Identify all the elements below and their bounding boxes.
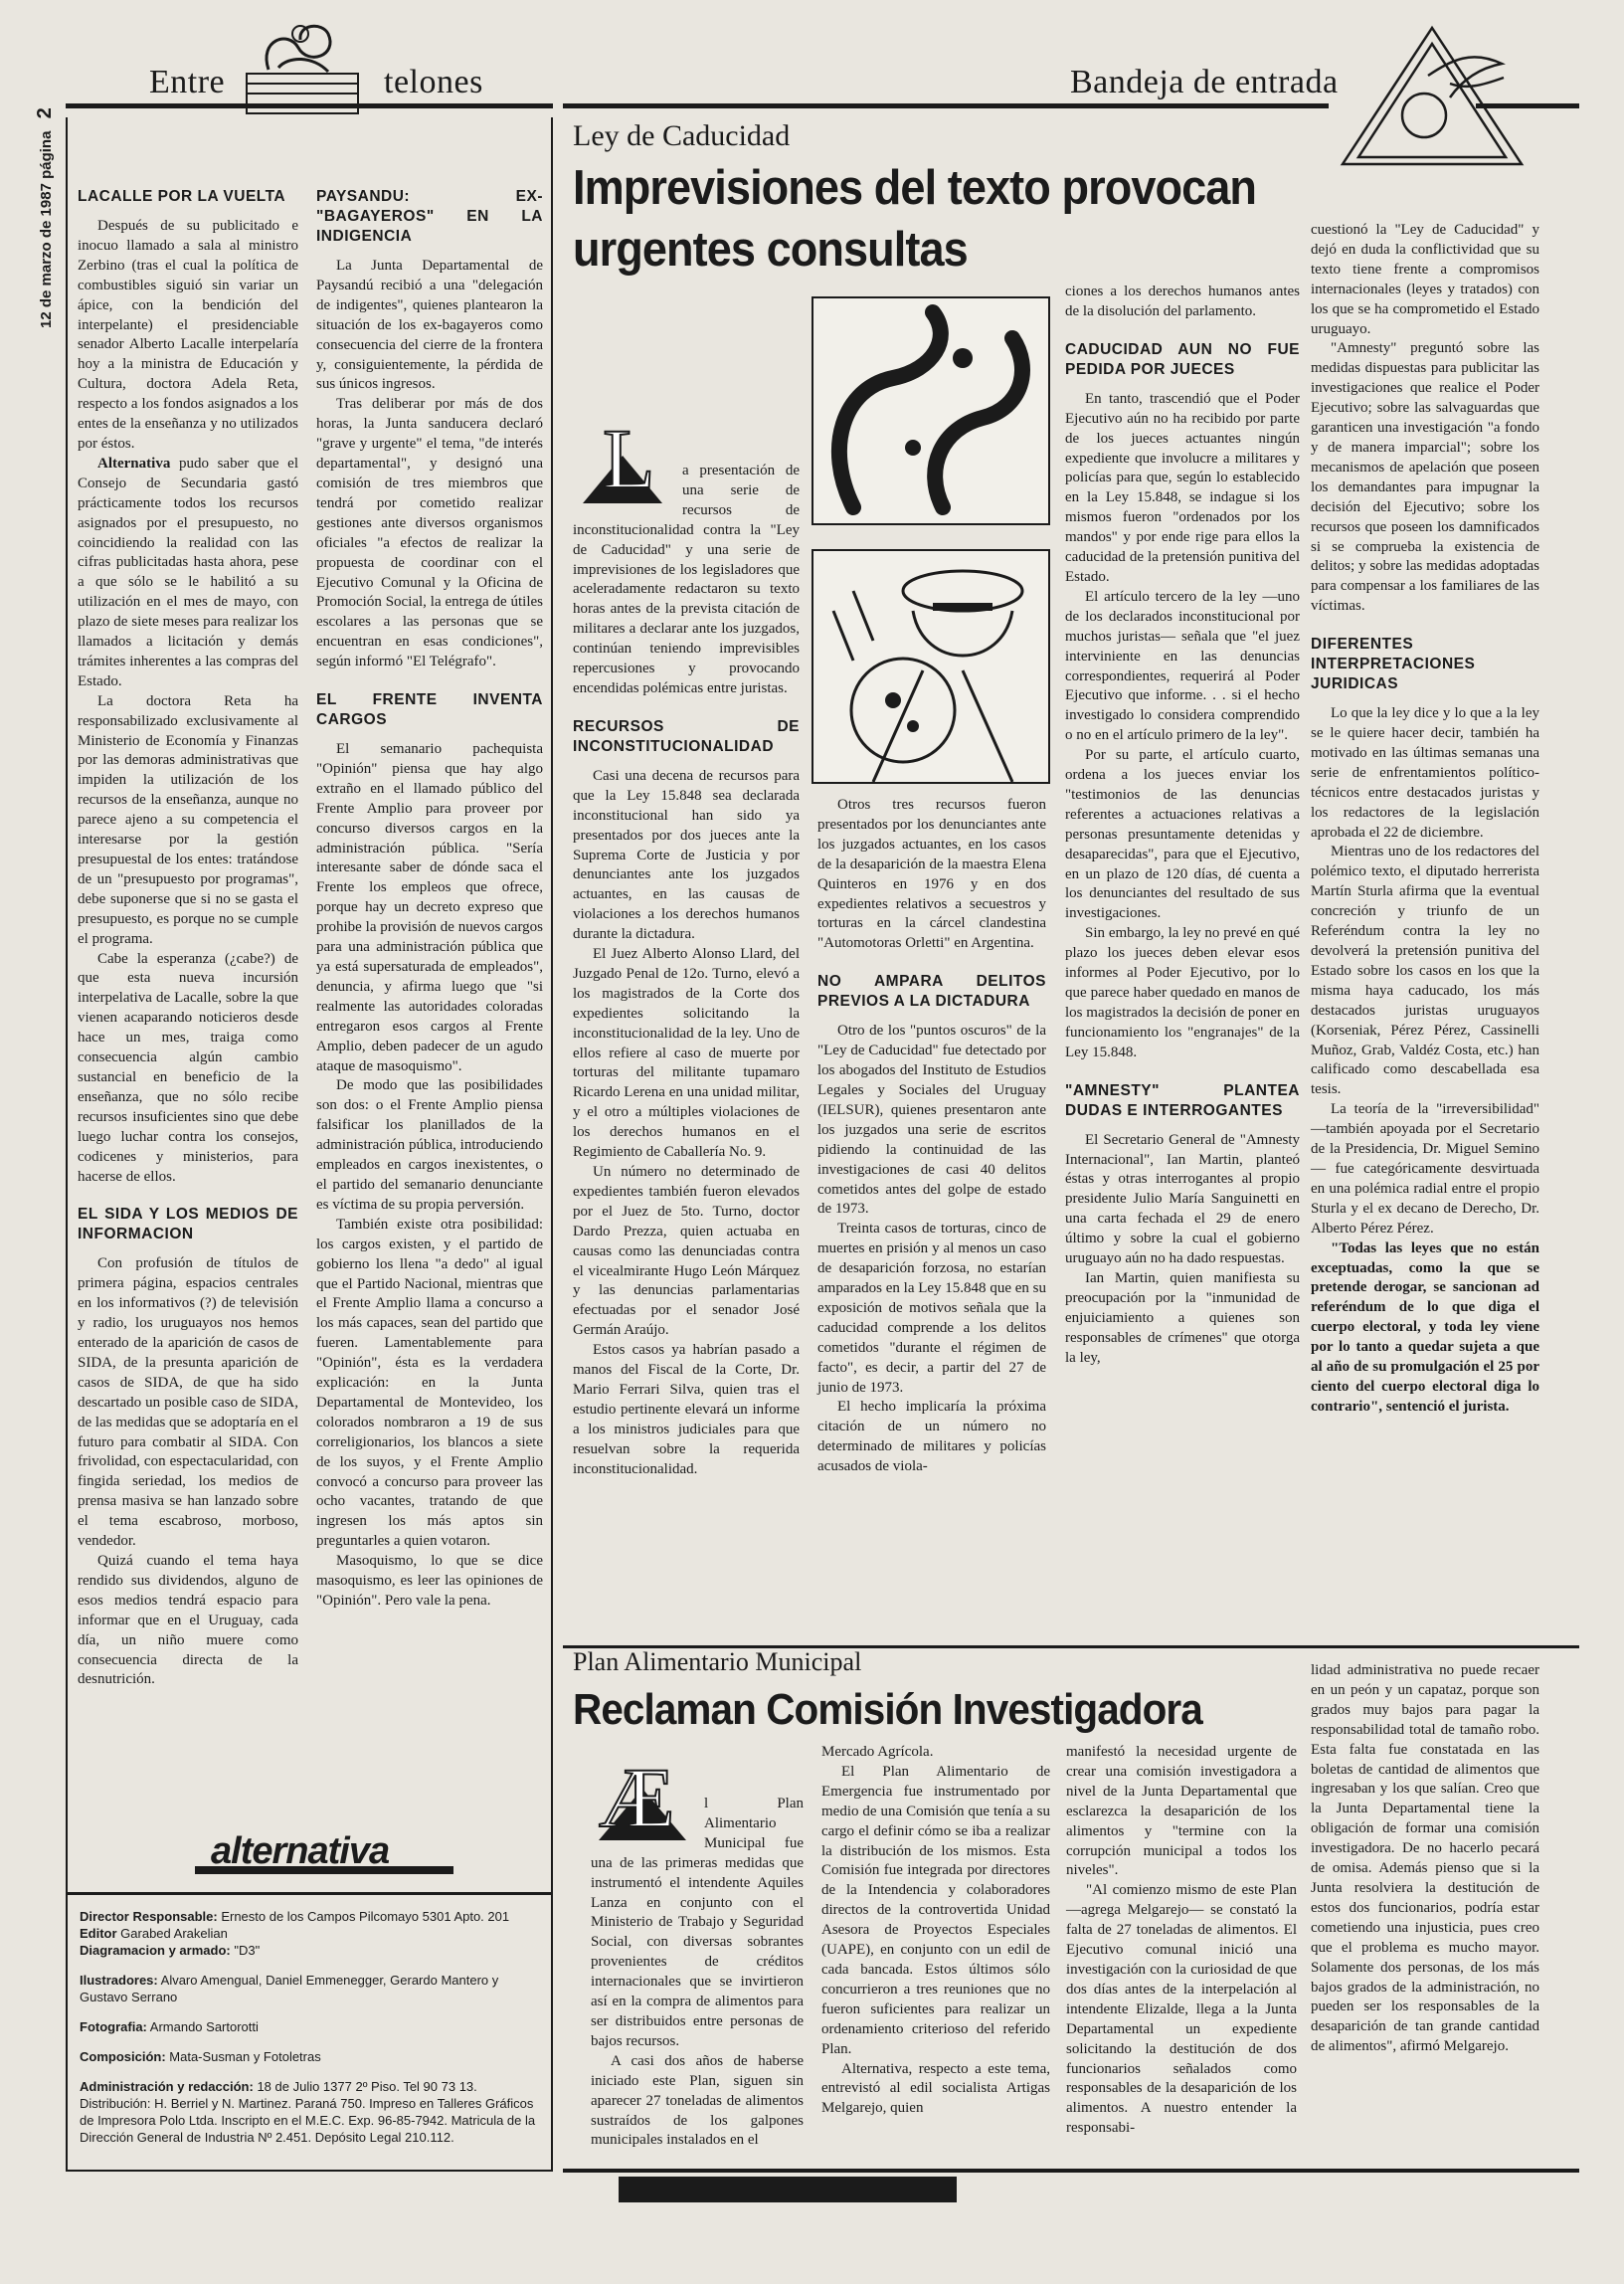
article1-c-p2: En tanto, trascendió que el Poder Ejecutivo aún no ha recibido por parte de los jueces actuantes ningún expediente que involucre a militares y policías para que, según lo establecido en la Ley 15.848, se indague si los mismos fueron "ordenados por los mandos" y por ende rige para ellos la caducidad de la pretensión punitiva del Estado. — [1065, 390, 1300, 585]
article2-col-d — [1311, 1661, 1539, 2057]
article1-d-p5: La teoría de la "irreversibilidad" —también apoyada por el Secretario de la Presidencia, Dr. Miguel Semino— fue categóricamente desvirtuada en una polémica radial entre el propio Sturla y el ex decano de Derecho, Dr. Alberto Pérez Pérez. — [1311, 1101, 1539, 1237]
article1-kicker: Ley de Caducidad — [573, 119, 791, 152]
article1-col-a — [573, 410, 800, 1480]
sida-p1: Con profusión de títulos de primera página, espacios centrales en los informativos (?) de televisión y radio, los uruguayos nos hemos enterado de la aparición de casos de SIDA, de la presunta aparición de casos de SIDA, de que ha sido descartado un posible caso de SIDA, de las medidas que se adoptaría en el futuro para combatir al SIDA. Con frivolidad, con espectacularidad, con fingida seriedad, los medios de prensa masiva se han lanzado sobre el tema escabroso, morboso, vendedor. — [78, 1255, 298, 1550]
paysandu-title: PAYSANDU: EX-"BAGAYEROS" EN LA INDIGENCIA — [316, 188, 543, 245]
article1-c-p5: Sin embargo, la ley no prevé en qué plazo los jueces deben elevar esos informes al Poder Ejecutivo, por lo que parece haber quedado en manos de los magistrados la decisión de poner en funcionamiento los "engranajes" de la Ley 15.848. — [1065, 925, 1300, 1060]
article2-col-a — [591, 1743, 804, 2151]
article1-col-c — [1065, 283, 1300, 1369]
article2-kicker: Plan Alimentario Municipal — [573, 1647, 862, 1676]
lacalle-p2 — [78, 455, 298, 692]
header-left-title-b: telones — [384, 64, 483, 100]
article1-a-p4: Un número no determinado de expedientes también fueron elevados por el Juez de 5to. Turno, doctor Dardo Prezza, quien actuaba en causas como las denunciadas contra el vicealmirante Hugo León Márquez y las denuncias parlamentarias efectuadas por el senador José Germán Araújo. — [573, 1164, 800, 1339]
article1-c-p1: ciones a los derechos humanos antes de la disolución del parlamento. — [1065, 284, 1300, 319]
lacalle-p4: Cabe la esperanza (¿cabe?) de que esta nueva incursión interpelativa de Lacalle, sobre la que vienen acaparando noticieros desde hace un mes, traiga como consecuencia algún cambio sustancial en beneficio de la enseñanza, que no sólo recibe recursos insuficientes sino que debe luego luchar contra los consejos, codicenes y ministerios, para hacerse de ellos. — [78, 950, 298, 1185]
credit-admin-value: 18 de Julio 1377 2º Piso. Tel 90 73 13. Distribución: H. Berriel y N. Martinez. Paraná 750. Impreso en Talleres Gráficos de Impresora Polo Ltda. Inscripto en el M.E.C. Exp. 96-85-7942. Matricula de la Dirección General de Industria Nº 2.451. Depósito Legal 210.112. — [80, 2079, 536, 2145]
paysandu-p1: La Junta Departamental de Paysandú recibió a una "delegación de indigentes", quienes plantearon la situación de los ex-bagayeros como consecuencia del cierre de la frontera y, consiguientemente, la pérdida de sus únicos ingresos. — [316, 258, 543, 393]
header-left-title-a: Entre — [149, 64, 226, 100]
credit-ilus — [80, 1972, 539, 2005]
dropcap-l-icon — [573, 416, 672, 507]
article1-col-d — [1311, 221, 1539, 1418]
side-date-text: 12 de marzo de 1987 página — [38, 130, 55, 328]
article1-sub-diferentes: DIFERENTES INTERPRETACIONES JURIDICAS — [1311, 636, 1476, 693]
article1-c-p3: El artículo tercero de la ley —uno de los declarados inconstitucional por muchos juristas— señala que "el juez interviniente en las denuncias correspondientes, requerirá al Poder Ejecutivo que informe. . . si el hecho investigado lo considera comprendido o no en el artículo primero de la ley". — [1065, 588, 1300, 744]
credit-editor-label: Editor — [80, 1926, 117, 1941]
credit-director-label: Director Responsable: — [80, 1909, 218, 1924]
sida-p2: Quizá cuando el tema haya rendido sus dividendos, alguno de esos medios tendrá espacio para informar que en el Uruguay, cada día, un niño muere como consecuencia directa de la desnutrición. — [78, 1553, 298, 1688]
frente-p3: También existe otra posibilidad: los cargos existen, y el partido de gobierno los llena "a dedo" al igual que el Partido Nacional, mientras que el Frente Amplio llama a concurso a los más capaces, sean del partido que fueren. Lamentablemente para "Opinión", ésta es la verdadera explicación: en la Junta Departamental de Montevideo, los colorados nombraron a 19 de sus correligionarios, los blancos a siete de los suyos, y el Frente Amplio convocó a concurso para proveer las ocho vacantes, tratando de que ingresen los más aptos sin preguntarles a quien votaron. — [316, 1216, 543, 1550]
credit-ilus-label: Ilustradores: — [80, 1973, 158, 1988]
article2-b-p2: Alternativa, respecto a este tema, entrevistó al edil socialista Artigas Melgarejo, quien — [821, 2060, 1050, 2117]
article1-headline-2: urgentes consultas — [573, 223, 968, 277]
credit-diag-label: Diagramacion y armado: — [80, 1943, 231, 1958]
article2-headline: Reclaman Comisión Investigadora — [573, 1685, 1202, 1734]
credit-comp-value: Mata-Susman y Fotoletras — [165, 2049, 321, 2064]
article1-sub-recursos: RECURSOS DE INCONSTITUCIONALIDAD — [573, 717, 800, 755]
article1-a-p3: El Juez Alberto Alonso Llard, del Juzgado Penal de 12o. Turno, elevó a los magistrados de la Corte dos expedientes solicitando la inconstitucionalidad de la ley. Uno de ellos refiere al caso de muerte por torturas del militante tupamaro Ricardo Lerena en una unidad militar, y el otro a múltiples violaciones de los derechos humanos en el Regimiento de Caballería No. 9. — [573, 946, 800, 1161]
credits-top-rule — [66, 1892, 553, 1895]
article2-d-p1: lidad administrativa no puede recaer en un peón y un capataz, porque son grados muy bajos para pagar la responsabilidad total de tamaño robo. Esta falta fue constatada en las boletas de cantidad de alimentos que ingresaban y los que salían. Creo que la Junta Departamental tiene la obligación de formar una comisión investigadora. De no hacerlo pecará de omisa. Además pienso que si la Junta resolviera la destitución de estos dos funcionarios, podría estar cometiendo una injusticia, pues creo que el problema es mucho mayor. Solamente dos personas, de los más bajos grados de la administración, no pueden ser los responsables de la desaparición de tan grande cantidad de alimentos", afirmó Melgarejo. — [1311, 1662, 1539, 2055]
article1-sub-caducidad: CADUCIDAD AUN NO FUE PEDIDA POR JUECES — [1065, 340, 1300, 378]
article1-lead: a presentación de una serie de recursos de inconstitucionalidad contra la "Ley de Caducidad" y una serie de imprevisiones de los legisladores que aceleradamente redactaron su texto horas antes de la prevista citación de militares a declarar ante los juzgados, continúan teniendo imprevisibles repercusiones y provocando encendidas polémicas entre juristas. — [573, 463, 800, 696]
credit-foto-label: Fotografia: — [80, 2019, 147, 2034]
credit-comp-label: Composición: — [80, 2049, 166, 2064]
article2-b-p0: Mercado Agrícola. — [821, 1744, 934, 1760]
credit-foto-value: Armando Sartorotti — [146, 2019, 259, 2034]
credit-ilus-value: Alvaro Amengual, Daniel Emmenegger, Gerardo Mantero y Gustavo Serrano — [80, 1973, 499, 2004]
article2-c-p1: manifestó la necesidad urgente de crear una comisión investigadora a nivel de la Junta Departamental que esclarezca la desaparición de los alimentos y "termine con la corrupción municipal a todos los niveles". — [1066, 1744, 1297, 1879]
article2-b-p1: El Plan Alimentario de Emergencia fue instrumentado por medio de una Comisión que tenía a su cargo el definir cómo se iba a realizar la distribución de los mismos. Esta Comisión fue integrada por directores de la Intendencia y colaboradores directos de la controvertida Unidad Asesora de Proyectos Especiales (UAPE), en conjunto con un edil de cada bancada. Estos últimos sólo concurrieron a tres reuniones que no fueron suficientes para realizar un ordenamiento criterioso del referido Plan. — [821, 1763, 1050, 2057]
officer-icon — [813, 551, 1048, 782]
article1-d-p4: Mientras uno de los redactores del polémico texto, el diputado herrerista Martín Sturla afirma que la eventual concreción y triunfo de un Referéndum contra la ley no devolverá la pretensión punitiva del Estado sobre los casos en los que la misma haya caducado, los más destacados juristas uruguayos (Korseniak, Pérez Pérez, Cassinelli Muñoz, Grab, Valdéz Costa, etc.) han calificado como descabellada esa tesis. — [1311, 844, 1539, 1098]
article1-b-p4: El hecho implicaría la próxima citación de un número no determinado de militares y policías acusados de viola- — [817, 1399, 1046, 1475]
article1-c-p4: Por su parte, el artículo cuarto, ordena a los jueces enviar los "testimonios de las denuncias referentes a actuaciones relativas a personas presuntamente detenidas y desaparecidas", para que el Ejecutivo, en un plazo de 120 días, dé cuenta a los denunciantes del resultado de sus investigaciones. — [1065, 747, 1300, 922]
article1-b-p2: Otro de los "puntos oscuros" de la "Ley de Caducidad" fue detectado por los abogados del Instituto de Estudios Legales y Sociales del Uruguay (IELSUR), quienes presentaron ante los juzgados una serie de escritos pidiendo la continuidad de las investigaciones de casi 40 delitos cometidos antes del golpe de estado de 1973. — [817, 1023, 1046, 1218]
article2-col-c — [1066, 1743, 1297, 2139]
credit-director — [80, 1908, 539, 1959]
article2-lead: l Plan Alimentario Municipal fue una de las primeras medidas que instrumentó el intendente Aquiles Lanza en conjunto con el Ministerio de Trabajo y Seguridad Social, con diversas sobrantes provenientes de créditos internacionales que se invirtieron así en la compra de alimentos para ser distribuidos entre personas de bajos recursos. — [591, 1796, 804, 2049]
chain-link-icon — [813, 298, 1048, 523]
credit-admin-label: Administración y redacción: — [80, 2079, 254, 2094]
article1-a-p2: Casi una decena de recursos para que la Ley 15.848 sea declarada inconstitucional han sido ya presentados por dos jueces ante la Suprema Corte de Justicia y por denunciantes ante los juzgados actuantes, en las causas de violaciones a los derechos humanos durante la dictadura. — [573, 767, 800, 943]
paysandu-p2: Tras deliberar por más de dos horas, la Junta sanducera declaró "grave y urgente" el tema, "de interés departamental", y designó una comisión de tres miembros que tendrá por cometido realizar gestiones ante diversos organismos oficiales "a efectos de realizar la propuesta de coordinar con el Ejecutivo Comunal y la Oficina de Promoción Social, la entrega de útiles escolares a las personas que se encuentran en esas condiciones", según informó "El Telégrafo". — [316, 396, 543, 670]
article1-d-p6: "Todas las leyes que no están exceptuadas, como la que se pretende derogar, se sancionan ad referéndum de lo que diga el cuerpo electoral, y toda ley viene por lo tanto a quedar sujeta a que al año de su promulgación el 25 por ciento del cuerpo electoral diga lo contrario", sentenció el jurista. — [1311, 1239, 1539, 1415]
article2-a-p2: A casi dos años de haberse iniciado este Plan, siguen sin aparecer 27 toneladas de alimentos sustraídos de los galpones municipales instalados en el — [591, 2052, 804, 2149]
credits — [80, 1908, 539, 2159]
article1-a-p5: Estos casos ya habrían pasado a manos del Fiscal de la Corte, Dr. Mario Ferrari Silva, quien tras el estudio pertinente elevará un informe a los ministros judiciales para que resuelvan sobre la requerida inconstitucionalidad. — [573, 1342, 800, 1477]
alternativa-logo-text: alternativa — [211, 1830, 390, 1872]
page-number: 2 — [34, 107, 56, 119]
sida-title: EL SIDA Y LOS MEDIOS DE INFORMACION — [78, 1206, 298, 1243]
article1-c-p7: Ian Martin, quien manifiesta su preocupación por la "inmunidad de enjuiciamiento a quienes son responsables de crímenes" que otorga la ley, — [1065, 1269, 1300, 1366]
header-right-rule-2 — [1476, 103, 1579, 108]
inbox-emblem-icon — [1333, 20, 1532, 169]
article1-b-p3: Treinta casos de torturas, cinco de muertes en prisión y al menos un caso de desaparición forzosa, no estarían amparados en la Ley 15.848 que en su exposición de motivos señala que la caducidad comprende a los delitos cometidos "durante el régimen de facto", es decir, a partir del 27 de junio de 1973. — [817, 1221, 1046, 1396]
lacalle-p1: Después de su publicitado e inocuo llamado a sala al ministro Zerbino (tras el cual la política de combustibles siguió sin variar un ápice, con la bendición del interpelante) el presidenciable senador Alberto Lacalle interpelaría hoy a la ministra de Educación y Cultura, doctora Adela Reta, respecto a los fondos asignados a los entes de la enseñanza y no utilizados por éstos. — [78, 218, 298, 452]
article1-d-p3: Lo que la ley dice y lo que a la ley se le quiere hacer decir, también ha motivado en las últimas semanas una serie de enfrentamientos político-técnicos entre destacados juristas y los redactores de la legislación aprobada el 22 de diciembre. — [1311, 705, 1539, 841]
lacalle-p2-body: pudo saber que el Consejo de Secundaria gastó prácticamente todos los recursos asignados por el presupuesto, no coincidiendo la realidad con las cifras publicitadas hasta ahora, pese a que sólo se le habilitó a su utilización en el mes de mayo, con plazo de siete meses para realizar los llamados a licitación y demás trámites inherentes a las compras del Estado. — [78, 455, 298, 689]
alternativa-logo — [195, 1830, 453, 1884]
svg-text:Æ: Æ — [599, 1750, 675, 1844]
header-right-rule — [563, 103, 1329, 108]
frente-p4: Masoquismo, lo que se dice masoquismo, es leer las opiniones de "Opinión". Pero vale la pena. — [316, 1553, 543, 1609]
lacalle-p3: La doctora Reta ha responsabilizado exclusivamente al Ministerio de Economía y Finanzas por las demoras administrativas que impiden la utilización de los recursos de la enseñanza, aunque no parece ajeno a su competencia el interesarse por la gestión presupuestal de los entes: tratándose de un "presupuesto por programas", debe suponerse que si no se gasta el presupuesto, es porque no se cumple el programa. — [78, 692, 298, 947]
credit-comp — [80, 2048, 539, 2065]
article1-headline-1: Imprevisiones del texto provocan — [573, 161, 1257, 215]
frente-p2: De modo que las posibilidades son dos: o el Frente Amplio piensa falsificar los planillados de la administración pública, introduciendo empleados en cargos inexistentes, o el partido del semanario denunciante es víctima de su propia perversión. — [316, 1077, 543, 1213]
frente-p1: El semanario pachequista "Opinión" piensa que hay algo extraño en el llamado público del Frente Amplio para proveer por concurso diversos cargos en la administración pública. "Sería interesante saber de dónde saca el Frente los empleos que ofrece, porque hay un decreto expreso que prohibe la provisión de nuevos cargos para una administración pública que ya está supersaturada de empleados", denuncia, y afirma luego que "si realmente las autoridades coloradas entregaron esos cargos al Frente Amplio, deben padecer de un agudo ataque de masoquismo". — [316, 741, 543, 1074]
header-left — [139, 20, 557, 114]
credit-foto — [80, 2018, 539, 2035]
article1-sub-no-ampara: NO AMPARA DELITOS PREVIOS A LA DICTADURA — [817, 973, 1046, 1011]
left-col-1 — [78, 179, 298, 1690]
header-left-rule — [66, 103, 553, 108]
article1-sub-amnesty: "AMNESTY" PLANTEA DUDAS E INTERROGANTES — [1065, 1081, 1300, 1119]
article1-c-p6: El Secretario General de "Amnesty Internacional", Ian Martin, planteó éstas y otras interrogantes al propio presidente Julio María Sanguinetti en una carta fechada el 29 de enero último y sobre la cual el gobierno uruguayo aún no ha dado respuestas. — [1065, 1131, 1300, 1267]
bottom-black-bar — [619, 2177, 957, 2202]
article1-d-p1: cuestionó la "Ley de Caducidad" y dejó en duda la conflictividad que su texto tiene frente a compromisos internacionales (leyes y tratados) con los que se ha comprometido el Estado uruguayo. — [1311, 222, 1539, 337]
article2-col-b — [821, 1743, 1050, 2119]
article1-col-b — [817, 796, 1046, 1477]
credit-director-value: Ernesto de los Campos Pilcomayo 5301 Apto. 201 — [217, 1909, 510, 1924]
header-right — [1054, 20, 1611, 169]
header-right-title: Bandeja de entrada — [1070, 64, 1339, 100]
article1-b-p1: Otros tres recursos fueron presentados por los denunciantes ante los juzgados actuantes, en los casos de la desaparición de la maestra Elena Quinteros en 1976 y en dos expedientes relativos a secuestros y torturas en la cárcel clandestina "Automotoras Orletti" en Argentina. — [817, 797, 1046, 952]
lacalle-p2-lead: Alternativa — [97, 455, 171, 472]
illustration-officer — [812, 549, 1050, 784]
article1-d-p2: "Amnesty" preguntó sobre las medidas dispuestas para publicitar las investigaciones que realice el Poder Ejecutivo; sobre las salvaguardas que garanticen una investigación "a fondo y de manera imparcial"; sobre los mecanismos de apelación que poseen los demandantes para impugnar la decisión del Ejecutivo; sobre los recursos que poseen los damnificados si se comprueba la existencia de delitos; y sobre las medidas adoptadas para compensar a los familiares de las víctimas. — [1311, 340, 1539, 615]
credit-editor-value: Garabed Arakelian — [116, 1926, 228, 1941]
svg-text:L: L — [603, 416, 655, 506]
bottom-rule — [563, 2169, 1579, 2173]
article2-c-p2: "Al comienzo mismo de este Plan —agrega Melgarejo— se constató la falta de 27 toneladas de alimentos. El Ejecutivo comunal inició una investigación con la curiosidad de que dos días antes de la interpelación al intendente Elizalde, llega a la Junta Departamental un expediente solicitando la destitución de dos funcionarios señalados como responsables de la desaparición de los alimentos. A nuestro entender la responsabi- — [1066, 1882, 1297, 2137]
illustration-chain — [812, 296, 1050, 525]
frente-title: EL FRENTE INVENTA CARGOS — [316, 691, 543, 729]
credit-diag-value: "D3" — [230, 1943, 261, 1958]
dropcap-ae-icon — [591, 1749, 694, 1844]
lacalle-title: LACALLE POR LA VUELTA — [78, 188, 286, 205]
side-date — [34, 107, 57, 328]
left-col-2 — [316, 179, 543, 1612]
credit-admin — [80, 2078, 539, 2146]
